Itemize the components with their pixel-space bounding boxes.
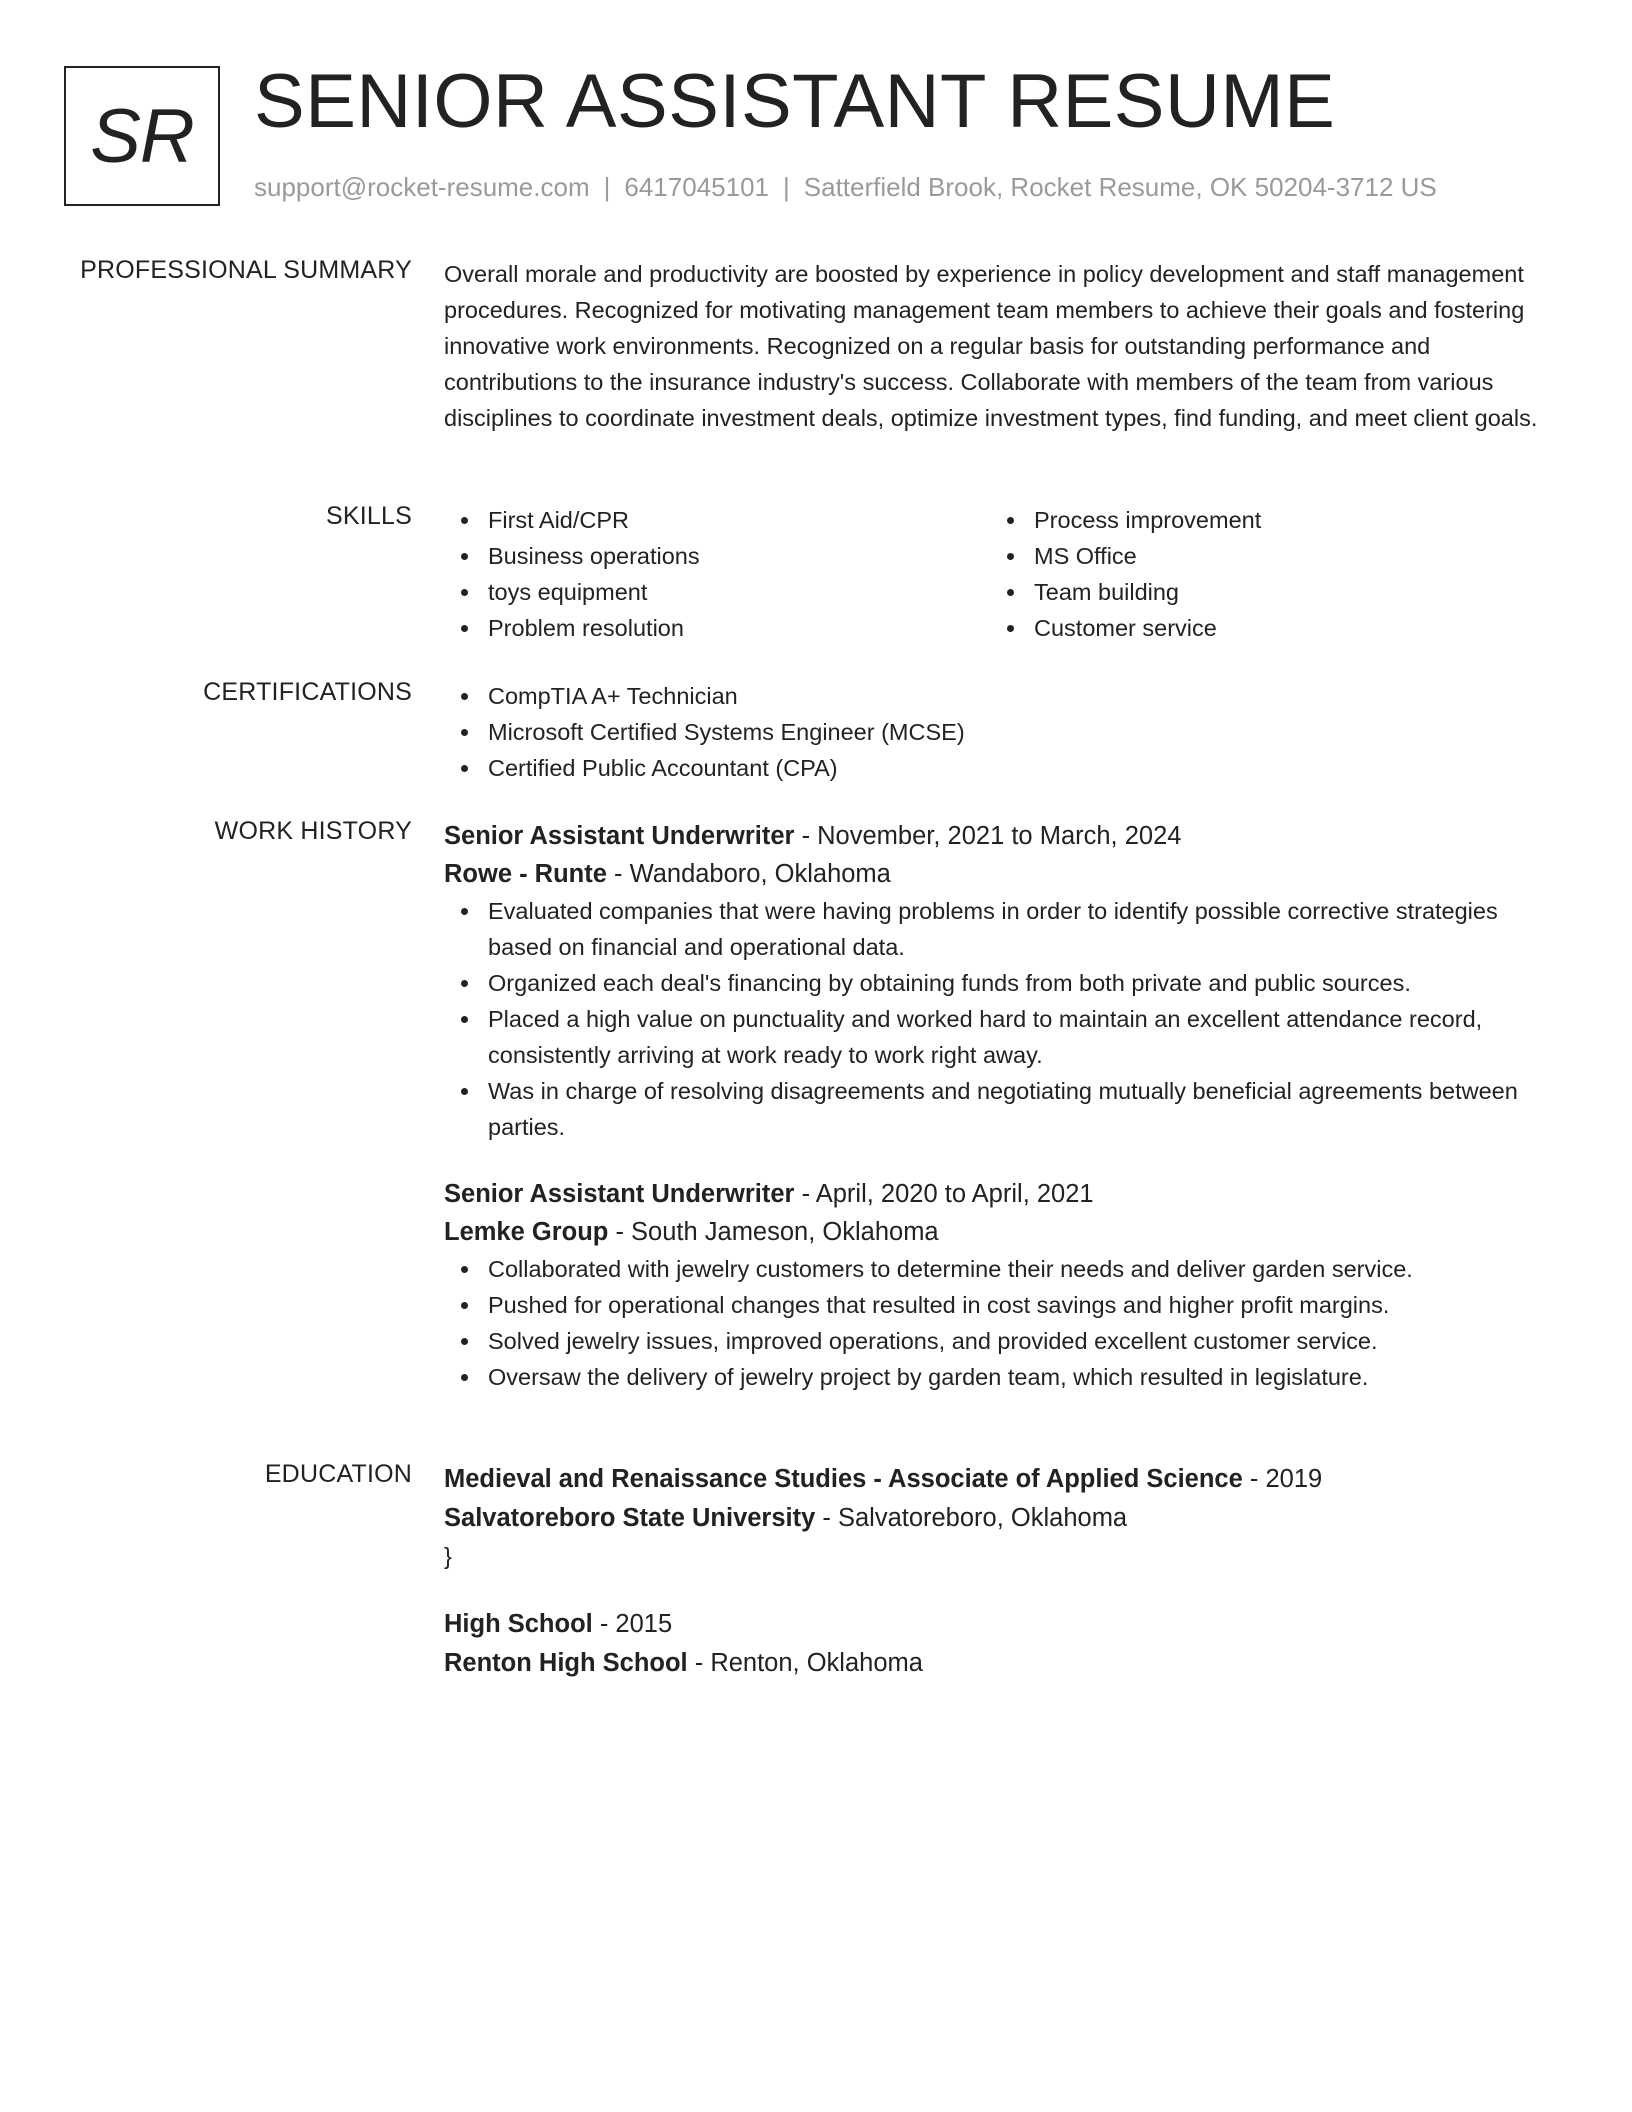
job-dates: - November, 2021 to March, 2024 (794, 822, 1182, 850)
education-entry: Medieval and Renaissance Studies - Associate of Applied Science - 2019 Salvatoreboro State University - Salvatoreboro, Oklahoma } (444, 1460, 1564, 1574)
skill-item: Team building (990, 574, 1536, 610)
education-school: Renton High School (444, 1649, 688, 1677)
contact-email[interactable]: support@rocket-resume.com (254, 172, 590, 202)
section-label-work-history: WORK HISTORY (214, 817, 412, 845)
certifications-list (444, 678, 1564, 786)
skills-body (444, 502, 1564, 646)
education-degree: High School (444, 1610, 593, 1638)
skill-item: Process improvement (990, 502, 1536, 538)
contact-line (254, 172, 1437, 203)
education-location: - Salvatoreboro, Oklahoma (815, 1504, 1128, 1532)
skills-list-left (444, 502, 990, 646)
job-company-line (444, 855, 1564, 893)
skill-item: First Aid/CPR (444, 502, 990, 538)
job-location: - South Jameson, Oklahoma (608, 1218, 939, 1246)
job-bullets (444, 893, 1564, 1145)
job-bullet: Pushed for operational changes that resulted in cost savings and higher profit margins. (444, 1287, 1564, 1323)
job-entry (444, 817, 1564, 1145)
job-dates: - April, 2020 to April, 2021 (794, 1180, 1094, 1208)
contact-phone[interactable]: 6417045101 (624, 172, 769, 202)
job-bullet: Placed a high value on punctuality and worked hard to maintain an excellent attendance record, consistently arriving at work ready to work right away. (444, 1001, 1564, 1073)
monogram-logo: SR (64, 66, 220, 206)
job-bullet: Was in charge of resolving disagreements and negotiating mutually beneficial agreements between parties. (444, 1073, 1564, 1145)
skill-item: MS Office (990, 538, 1536, 574)
education-degree: Medieval and Renaissance Studies - Associate of Applied Science (444, 1465, 1243, 1493)
education-school-line (444, 1644, 1564, 1683)
job-title-line (444, 1175, 1564, 1213)
work-history-body (444, 817, 1564, 1395)
job-company: Lemke Group (444, 1218, 609, 1246)
job-company-line (444, 1213, 1564, 1251)
job-bullet: Evaluated companies that were having problems in order to identify possible corrective strategies based on financial and operational data. (444, 893, 1564, 965)
education-school: Salvatoreboro State University (444, 1504, 816, 1532)
job-bullet: Solved jewelry issues, improved operations, and provided excellent customer service. (444, 1323, 1564, 1359)
job-title-line (444, 817, 1564, 855)
resume-title: SENIOR ASSISTANT RESUME (254, 59, 1336, 144)
skill-item: toys equipment (444, 574, 990, 610)
education-degree-line (444, 1605, 1564, 1644)
summary-text: Overall morale and productivity are boosted by experience in policy development and staff management procedures. Recognized for motivating management team members to achieve their goals and fostering innovative work environments. Recognized on a regular basis for outstanding performance and contributions to the insurance industry's success. Collaborate with members of the team from various disciplines to coordinate investment deals, optimize investment types, find funding, and meet client goals. (444, 261, 1538, 431)
skill-item: Customer service (990, 610, 1536, 646)
skill-item: Business operations (444, 538, 990, 574)
certification-item: CompTIA A+ Technician (444, 678, 1564, 714)
certification-item: Certified Public Accountant (CPA) (444, 750, 1564, 786)
summary-body (444, 256, 1564, 436)
job-bullet: Oversaw the delivery of jewelry project by garden team, which resulted in legislature. (444, 1359, 1564, 1395)
job-bullet: Organized each deal's financing by obtaining funds from both private and public sources. (444, 965, 1564, 1001)
education-year: - 2019 (1242, 1465, 1323, 1493)
education-location: - Renton, Oklahoma (687, 1649, 923, 1677)
contact-separator: | (783, 172, 790, 202)
education-year: - 2015 (592, 1610, 673, 1638)
job-title: Senior Assistant Underwriter (444, 822, 795, 850)
section-label-skills: SKILLS (326, 502, 412, 530)
job-location: - Wandaboro, Oklahoma (606, 860, 891, 888)
education-body (444, 1460, 1564, 1683)
contact-address: Satterfield Brook, Rocket Resume, OK 50204-3712 US (803, 172, 1437, 202)
education-degree-line (444, 1460, 1564, 1499)
education-school-line (444, 1499, 1564, 1538)
resume-header (64, 59, 1564, 210)
education-entry (444, 1605, 1564, 1683)
skills-list-right (990, 502, 1536, 646)
job-company: Rowe - Runte (444, 860, 607, 888)
skill-item: Problem resolution (444, 610, 990, 646)
section-label-education: EDUCATION (264, 1460, 412, 1488)
job-entry (444, 1175, 1564, 1395)
job-title: Senior Assistant Underwriter (444, 1180, 795, 1208)
section-label-summary: PROFESSIONAL SUMMARY (80, 256, 412, 284)
section-label-certifications: CERTIFICATIONS (203, 678, 412, 706)
job-bullets (444, 1251, 1564, 1395)
certification-item: Microsoft Certified Systems Engineer (MCSE) (444, 714, 1564, 750)
contact-separator: | (603, 172, 611, 202)
certifications-body (444, 678, 1564, 786)
job-bullet: Collaborated with jewelry customers to determine their needs and deliver garden service. (444, 1251, 1564, 1287)
